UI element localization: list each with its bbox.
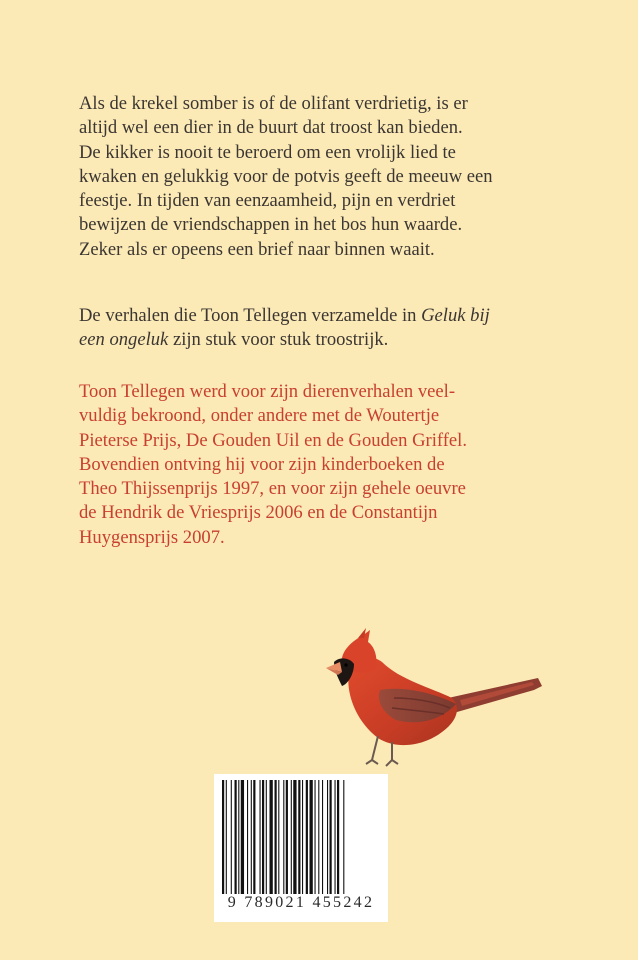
blurb-line: Zeker als er opeens een brief naar binnen waait. [79,238,435,260]
barcode-bar [253,780,255,894]
collection-line-2 [79,328,579,352]
book-title-part-1: Geluk bij [421,305,490,326]
collection-paragraph [79,304,579,353]
blurb-line: altijd wel een dier in de buurt dat troost kan bieden. [79,117,463,139]
blurb-line: De kikker is nooit te beroerd om een vrolijk lied te [79,141,456,163]
barcode-bar [291,780,292,894]
isbn-barcode [214,774,388,922]
blurb-line: feestje. In tijden van eenzaamheid, pijn en verdriet [79,190,456,212]
awards-line: Pieterse Prijs, De Gouden Uil en de Gouden Griffel. [79,429,467,451]
barcode-bar [310,780,313,894]
barcode-bar [231,780,232,894]
awards-line: Huygensprijs 2007. [79,526,225,548]
cardinal-bird-illustration [320,628,550,778]
blurb-paragraph [79,92,579,262]
barcode-bar [235,780,237,894]
barcode-bar [275,780,277,894]
barcode-bar [278,780,279,894]
awards-line: Toon Tellegen werd voor zijn dierenverhalen veel- [79,381,456,402]
barcode-bar [266,780,267,894]
barcode-bar [302,780,303,894]
barcode-bar [315,780,316,894]
collection-intro-text: De verhalen die Toon Tellegen verzamelde in [79,305,422,326]
barcode-bar [318,780,319,894]
barcode-bar [298,780,300,894]
barcode-bar [262,780,264,894]
isbn-number: 9 789021 455242 [227,894,375,911]
awards-line: Bovendien ontving hij voor zijn kinderboeken de [79,453,445,475]
blurb-line: kwaken en gelukkig voor de potvis geeft de meeuw een [79,165,493,187]
book-title-part-2: een ongeluk [79,329,169,351]
barcode-bar [286,780,288,894]
collection-line-1 [79,304,579,328]
barcode-bar [247,780,248,894]
barcode-bar [306,780,308,894]
barcode-bar [226,780,227,894]
barcode-bar [238,780,239,894]
barcode-bar [293,780,296,894]
barcode-bar [322,780,323,894]
barcode-bar [260,780,261,894]
awards-line: de Hendrik de Vriesprijs 2006 en de Constantijn [79,502,438,524]
barcode-bar [283,780,284,894]
blurb-line: Als de krekel somber is of de olifant verdrietig, is er [79,93,468,114]
barcode-bars [220,780,382,894]
barcode-bar [251,780,252,894]
blurb-line: bewijzen de vriendschappen in het bos hun waarde. [79,214,463,236]
barcode-bar [343,780,344,894]
barcode-bar [335,780,336,894]
collection-outro-text: zijn stuk voor stuk troostrijk. [168,329,389,351]
awards-line: vuldig bekroond, onder andere met de Woutertje [79,405,440,427]
author-awards-paragraph [79,380,579,550]
barcode-bar [337,780,339,894]
barcode-bar [330,780,332,894]
awards-line: Theo Thijssenprijs 1997, en voor zijn gehele oeuvre [79,478,466,500]
barcode-bar [241,780,244,894]
barcode-bar [327,780,328,894]
barcode-bar [222,780,224,894]
barcode-bar [270,780,273,894]
